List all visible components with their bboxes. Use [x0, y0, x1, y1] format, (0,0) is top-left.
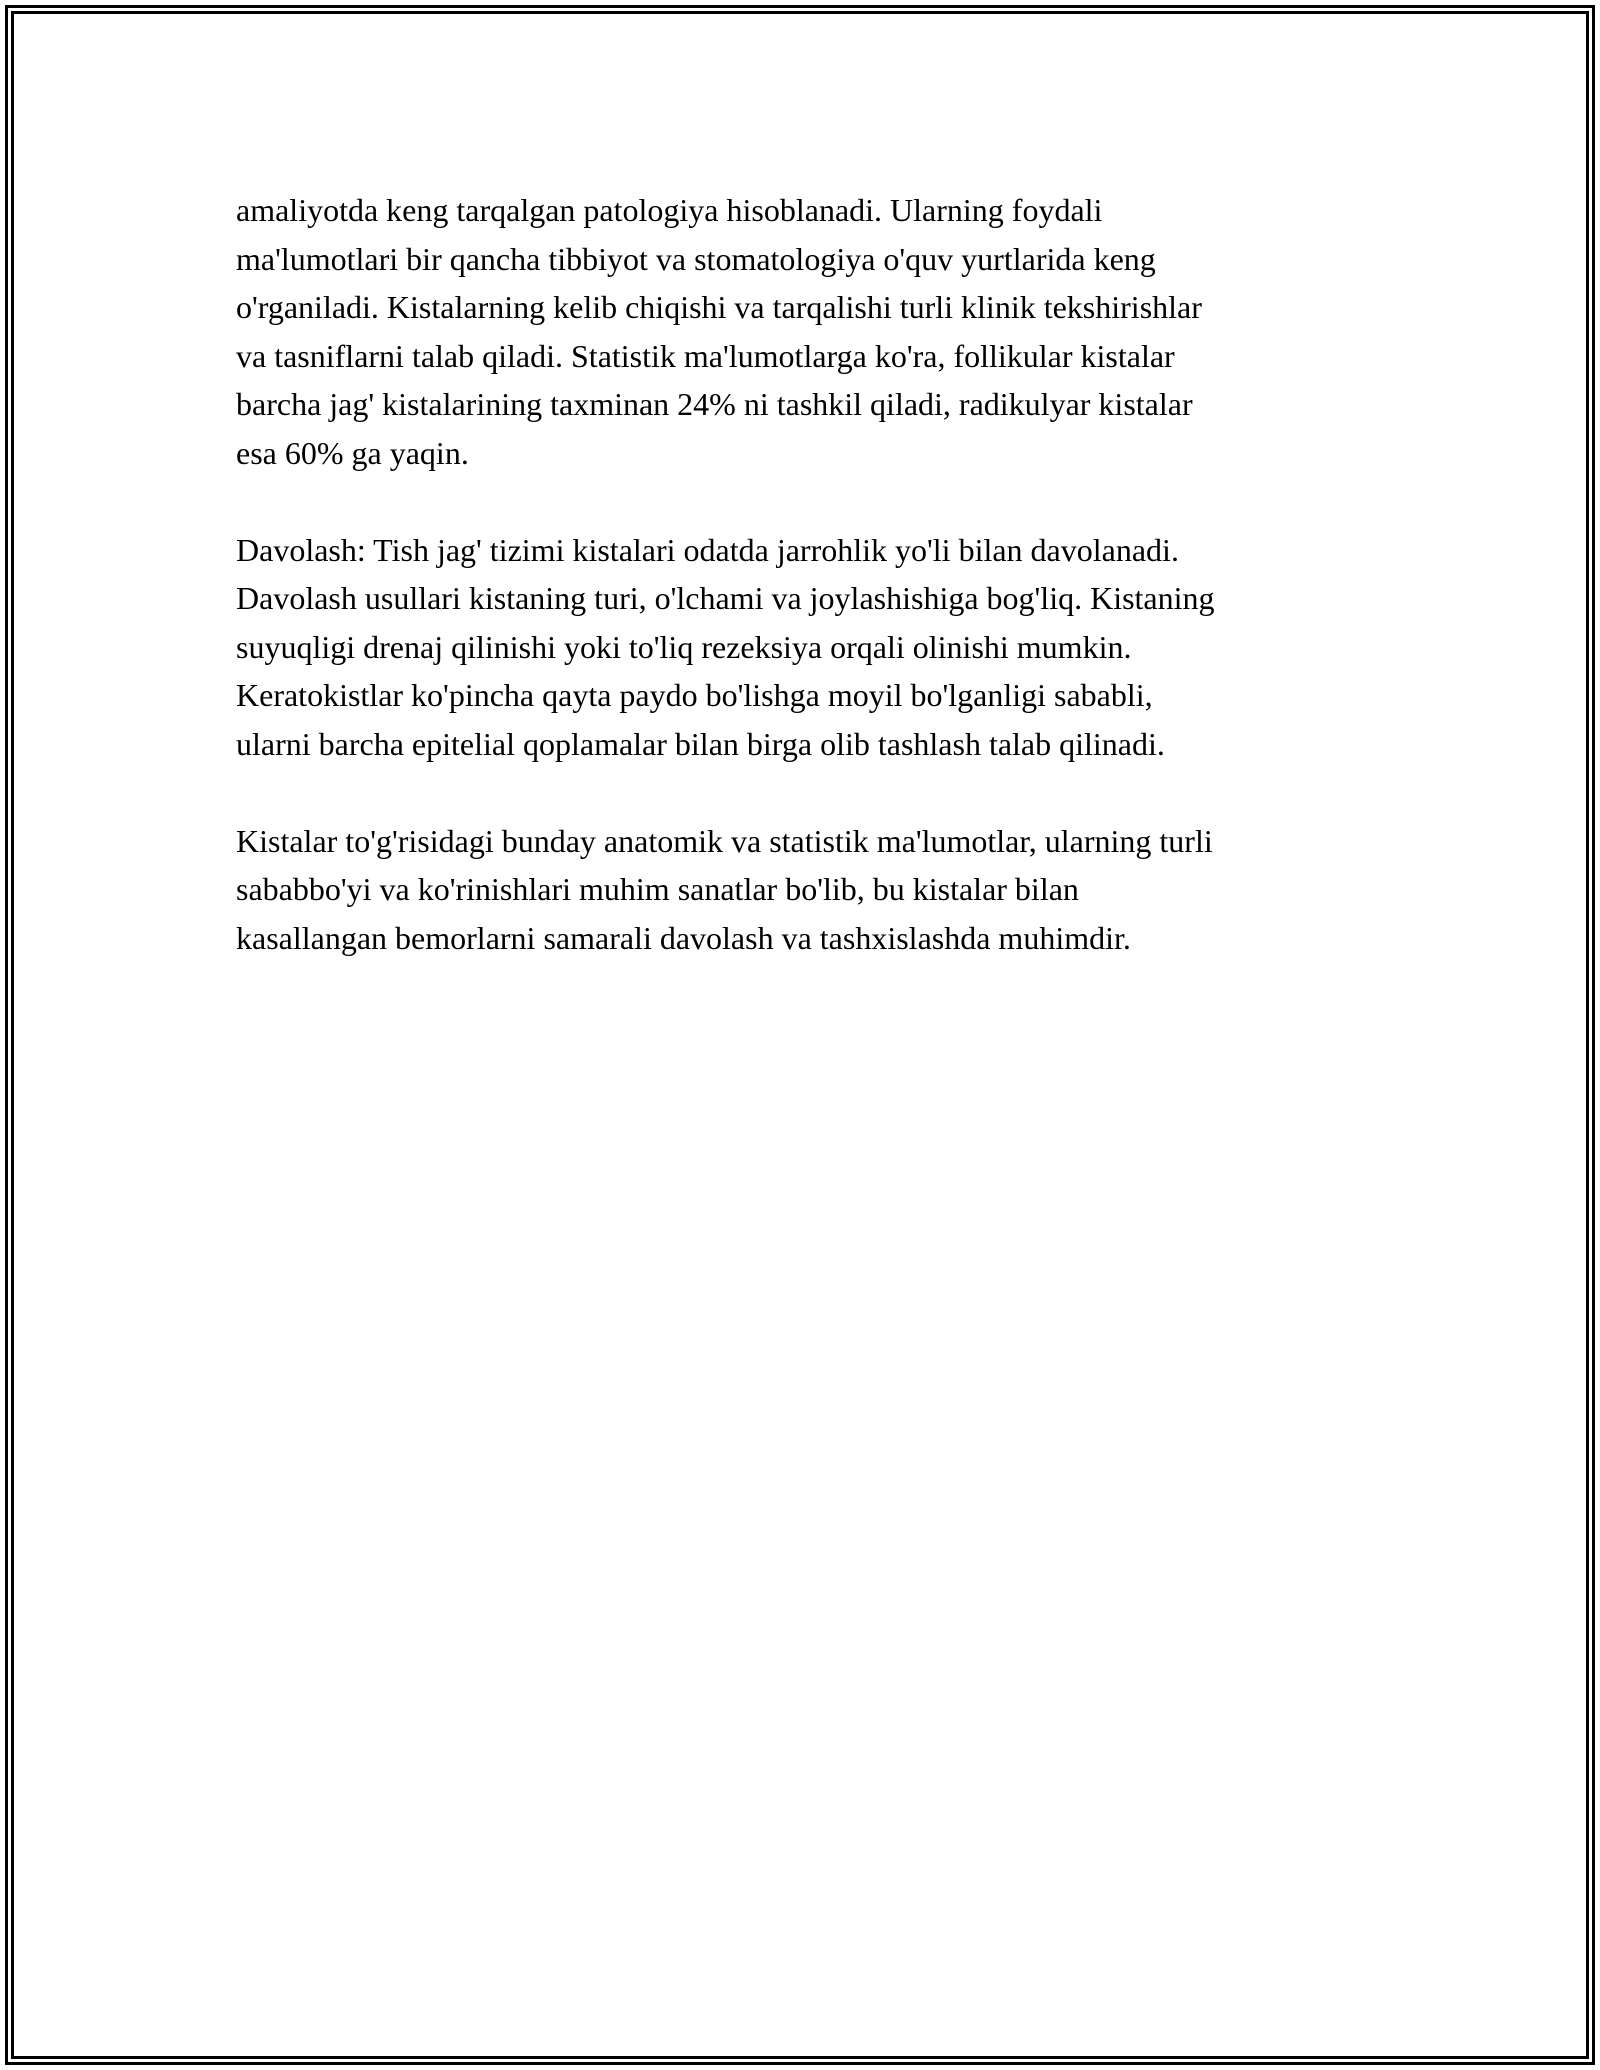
text-line: Davolash usullari kistaning turi, o'lchami va joylashishiga bog'liq. Kistaning [236, 580, 1215, 616]
text-line: kasallangan bemorlarni samarali davolash va tashxislashda muhimdir. [236, 919, 1131, 956]
paragraph-conclusion [236, 817, 1366, 963]
text-line: sababbo'yi va ko'rinishlari muhim sanatlar bo'lib, bu kistalar bilan [236, 871, 1079, 907]
text-line: Keratokistlar ko'pincha qayta paydo bo'lishga moyil bo'lganligi sababli, [236, 677, 1153, 713]
text-line: Kistalar to'g'risidagi bunday anatomik va statistik ma'lumotlar, ularning turli [236, 822, 1213, 859]
text-line: o'rganiladi. Kistalarning kelib chiqishi va tarqalishi turli klinik tekshirishlar [236, 289, 1202, 325]
text-line: Davolash: Tish jag' tizimi kistalari odatda jarrohlik yo'li bilan davolanadi. [236, 531, 1179, 568]
paragraph-statistics [236, 186, 1366, 477]
paragraph-treatment [236, 526, 1366, 769]
text-line: ularni barcha epitelial qoplamalar bilan birga olib tashlash talab qilinadi. [236, 725, 1165, 762]
text-line: barcha jag' kistalarining taxminan 24% ni tashkil qiladi, radikulyar kistalar [236, 386, 1193, 422]
text-line: suyuqligi drenaj qilinishi yoki to'liq rezeksiya orqali olinishi mumkin. [236, 628, 1132, 665]
document-body [236, 186, 1366, 1011]
text-line: amaliyotda keng tarqalgan patologiya hisoblanadi. Ularning foydali [236, 192, 1103, 228]
text-line: ma'lumotlari bir qancha tibbiyot va stomatologiya o'quv yurtlarida keng [236, 240, 1156, 277]
text-line: esa 60% ga yaqin. [236, 434, 469, 471]
text-line: va tasniflarni talab qiladi. Statistik ma'lumotlarga ko'ra, follikular kistalar [236, 337, 1175, 374]
